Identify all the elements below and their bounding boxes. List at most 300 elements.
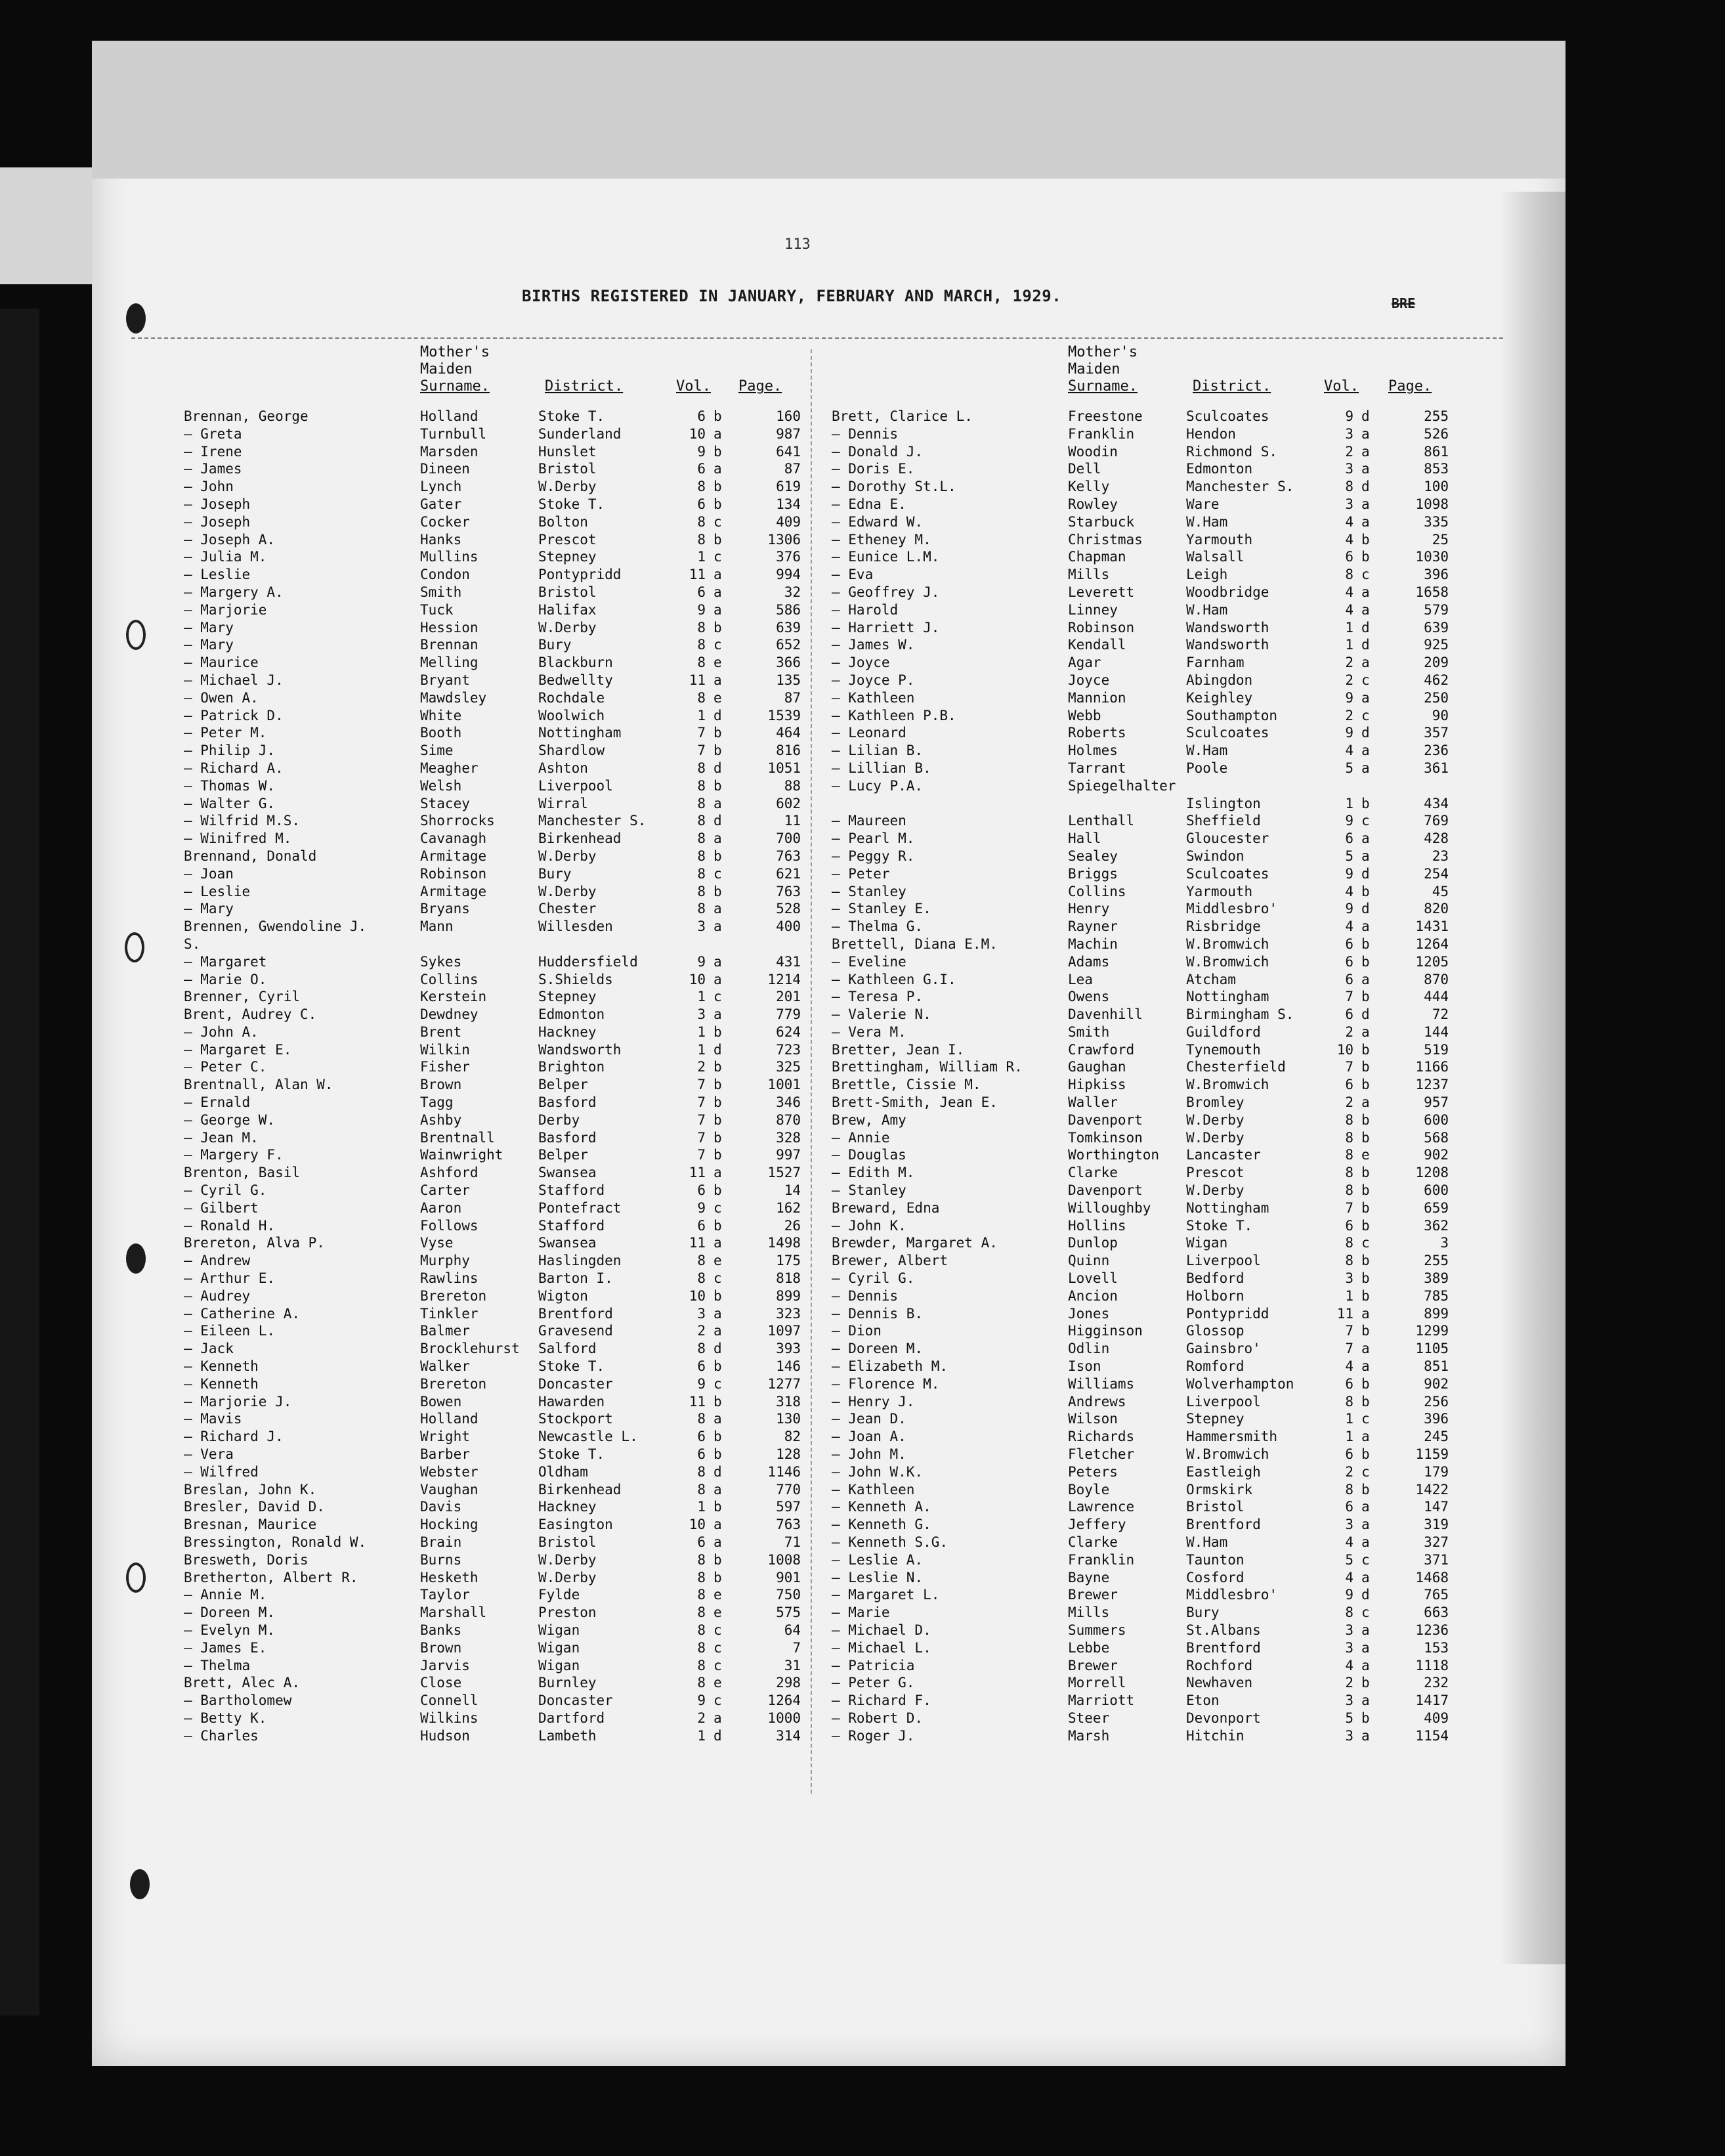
column-divider (811, 349, 812, 1794)
volume-letter: a (713, 971, 722, 987)
volume-letter: a (713, 830, 722, 847)
registration-district: W.Derby (538, 1569, 597, 1585)
child-name: — John K. (832, 1217, 906, 1234)
volume-letter: b (713, 883, 722, 899)
volume-number: 7 (1345, 1199, 1353, 1216)
child-name: — Greta (184, 425, 242, 442)
registration-district: Newhaven (1186, 1675, 1253, 1691)
registration-district: Stoke T. (538, 1358, 605, 1375)
mother-maiden-surname: Brereton (420, 1287, 487, 1304)
registration-district: Liverpool (1186, 1253, 1261, 1269)
child-name: — Annie (832, 1129, 890, 1146)
volume-letter: a (1361, 601, 1370, 618)
volume-letter: a (1361, 1499, 1370, 1515)
volume-number: 6 (1345, 1006, 1353, 1023)
volume-letter: c (1361, 1551, 1370, 1568)
volume-letter: a (713, 953, 722, 970)
volume-number: 9 (1345, 865, 1353, 882)
mother-maiden-surname: Wilkins (420, 1710, 479, 1726)
volume-number: 7 (697, 725, 706, 741)
registration-district: Barton I. (538, 1270, 613, 1287)
volume-letter: b (713, 1077, 722, 1093)
mother-maiden-surname: Roberts (1068, 725, 1126, 741)
registration-district: Islington (1186, 795, 1261, 811)
volume-number: 11 (689, 1165, 706, 1181)
volume-letter: b (1361, 1446, 1370, 1463)
child-name: — Kenneth S.G. (832, 1534, 948, 1550)
child-name: — Michael J. (184, 672, 284, 688)
page-reference: 87 (784, 689, 801, 706)
child-name: — Wilfrid M.S. (184, 813, 301, 829)
volume-letter: e (713, 1253, 722, 1269)
mother-maiden-surname: Cavanagh (420, 830, 487, 847)
volume-number: 8 (697, 513, 706, 530)
page-reference: 1237 (1415, 1077, 1449, 1093)
registration-district: Bedford (1186, 1270, 1245, 1287)
mother-maiden-surname: Mills (1068, 1605, 1110, 1621)
registration-district: Fylde (538, 1587, 580, 1603)
child-name: — George W. (184, 1111, 276, 1128)
volume-letter: c (713, 865, 722, 882)
child-name: Brew, Amy (832, 1111, 906, 1128)
mother-maiden-surname: Joyce (1068, 672, 1110, 688)
volume-number: 2 (697, 1323, 706, 1339)
mother-maiden-surname: Shorrocks (420, 813, 495, 829)
page-reference: 770 (776, 1481, 801, 1498)
page-reference: 779 (776, 1006, 801, 1023)
volume-number: 2 (1345, 707, 1353, 723)
mother-maiden-surname: Rawlins (420, 1270, 479, 1287)
volume-number: 8 (697, 883, 706, 899)
page-reference: 362 (1424, 1217, 1449, 1234)
mother-maiden-surname: Balmer (420, 1323, 470, 1339)
punch-hole-5 (126, 1563, 146, 1593)
volume-number: 8 (697, 795, 706, 811)
mother-maiden-surname: Armitage (420, 848, 487, 864)
mother-maiden-surname: Willoughby (1068, 1199, 1151, 1216)
volume-letter: e (713, 1587, 722, 1603)
child-name: Brennen, Gwendoline J. (184, 918, 367, 935)
mother-maiden-surname: Ashby (420, 1111, 462, 1128)
registration-district: Hackney (538, 1024, 597, 1040)
mother-maiden-surname: Agar (1068, 655, 1101, 671)
page-reference: 162 (776, 1199, 801, 1216)
volume-letter: c (713, 1270, 722, 1287)
registration-district: S.Shields (538, 971, 613, 987)
registration-district: Eton (1186, 1692, 1220, 1709)
mother-maiden-surname: Dewdney (420, 1006, 479, 1023)
mother-maiden-surname: Rayner (1068, 918, 1118, 935)
volume-letter: e (713, 1605, 722, 1621)
right-page-header (1388, 378, 1432, 395)
mother-maiden-surname: Hall (1068, 830, 1101, 847)
child-name: — Joseph A. (184, 531, 276, 548)
page-reference: 72 (1432, 1006, 1449, 1023)
page-reference: 528 (776, 901, 801, 917)
volume-letter: b (713, 496, 722, 512)
mother-maiden-surname: Tuck (420, 601, 454, 618)
page-reference: 400 (776, 918, 801, 935)
volume-number: 9 (697, 1199, 706, 1216)
mother-maiden-surname: Tinkler (420, 1305, 479, 1322)
mother-maiden-surname: Hocking (420, 1517, 479, 1533)
volume-number: 2 (1345, 672, 1353, 688)
page-reference: 11 (784, 813, 801, 829)
page-reference: 1030 (1415, 549, 1449, 565)
volume-letter: d (1361, 637, 1370, 653)
registration-district: Burnley (538, 1675, 597, 1691)
registration-district: Wigan (538, 1639, 580, 1656)
volume-letter: a (1361, 1657, 1370, 1673)
page-reference: 1146 (767, 1463, 801, 1480)
left-vol-header (676, 378, 711, 395)
volume-number: 8 (697, 1639, 706, 1656)
volume-letter: a (1361, 1727, 1370, 1744)
volume-number: 7 (697, 1147, 706, 1163)
child-name: — Vera (184, 1446, 234, 1463)
page-reference: 600 (1424, 1111, 1449, 1128)
registration-district: Stoke T. (1186, 1217, 1253, 1234)
mother-maiden-surname: Brewer (1068, 1587, 1118, 1603)
mother-maiden-surname: Rowley (1068, 496, 1118, 512)
child-name: — Annie M. (184, 1587, 267, 1603)
child-name: — Eva (832, 567, 874, 583)
child-name: — Peter G. (832, 1675, 915, 1691)
mother-maiden-surname: Williams (1068, 1375, 1135, 1392)
child-name: — Vera M. (832, 1024, 906, 1040)
page-reference: 1105 (1415, 1341, 1449, 1357)
page-reference: 1154 (1415, 1727, 1449, 1744)
mother-maiden-surname: Hession (420, 619, 479, 636)
volume-letter: a (1361, 689, 1370, 706)
punch-hole-4 (126, 1243, 146, 1274)
page-reference: 763 (776, 848, 801, 864)
volume-letter: b (1361, 1217, 1370, 1234)
registration-district: W.Bromwich (1186, 953, 1269, 970)
mother-maiden-surname: Kelly (1068, 479, 1110, 495)
volume-number: 1 (1345, 1411, 1353, 1427)
registration-district: Gloucester (1186, 830, 1269, 847)
volume-number: 8 (1345, 1605, 1353, 1621)
registration-district: Hammersmith (1186, 1429, 1278, 1445)
punch-hole-3 (125, 932, 144, 962)
page-reference: 255 (1424, 1253, 1449, 1269)
child-name: — Thelma G. (832, 918, 924, 935)
mother-maiden-surname: Chapman (1068, 549, 1126, 565)
mother-maiden-surname: Gater (420, 496, 462, 512)
registration-district: Nottingham (1186, 989, 1269, 1005)
child-name: — Joyce P. (832, 672, 915, 688)
page-reference: 1008 (767, 1551, 801, 1568)
volume-number: 3 (1345, 1692, 1353, 1709)
page-reference: 1205 (1415, 953, 1449, 970)
mother-maiden-surname: Holland (420, 1411, 479, 1427)
volume-letter: a (713, 901, 722, 917)
volume-letter: a (1361, 1024, 1370, 1040)
registration-district: Birkenhead (538, 830, 622, 847)
volume-number: 2 (697, 1710, 706, 1726)
page-reference: 769 (1424, 813, 1449, 829)
child-name: — Dennis B. (832, 1305, 924, 1322)
child-name: Brett, Alec A. (184, 1675, 301, 1691)
volume-letter: e (713, 689, 722, 706)
volume-letter: d (713, 1463, 722, 1480)
mother-maiden-surname: Wilson (1068, 1411, 1118, 1427)
mother-maiden-surname: Briggs (1068, 865, 1118, 882)
volume-number: 3 (1345, 425, 1353, 442)
volume-letter: b (713, 725, 722, 741)
page-reference: 134 (776, 496, 801, 512)
child-name: — Eveline (832, 953, 906, 970)
page-reference: 319 (1424, 1517, 1449, 1533)
page-reference: 255 (1424, 408, 1449, 424)
registration-district: Bury (1186, 1605, 1220, 1621)
child-name: — Donald J. (832, 443, 924, 460)
volume-letter: a (713, 1165, 722, 1181)
registration-district: W.Derby (1186, 1129, 1245, 1146)
mother-maiden-surname: Hipkiss (1068, 1077, 1126, 1093)
child-name: — Roger J. (832, 1727, 915, 1744)
mother-maiden-surname: Christmas (1068, 531, 1143, 548)
registration-district: Swindon (1186, 848, 1245, 864)
mother-maiden-surname: Peters (1068, 1463, 1118, 1480)
volume-letter: c (1361, 567, 1370, 583)
child-name: — Joyce (832, 655, 890, 671)
volume-number: 3 (1345, 1622, 1353, 1638)
mother-maiden-surname: Bayne (1068, 1569, 1110, 1585)
child-name: — Evelyn M. (184, 1622, 276, 1638)
registration-district: Swansea (538, 1235, 597, 1251)
volume-number: 6 (1345, 1499, 1353, 1515)
child-name: — Elizabeth M. (832, 1358, 948, 1375)
register-title: BIRTHS REGISTERED IN JANUARY, FEBRUARY AND MARCH, 1929. (522, 287, 1062, 305)
volume-number: 4 (1345, 743, 1353, 759)
volume-number: 1 (697, 989, 706, 1005)
page-reference: 146 (776, 1358, 801, 1375)
volume-letter: a (1361, 1622, 1370, 1638)
child-name: — Leonard (832, 725, 906, 741)
volume-letter: a (1361, 760, 1370, 776)
volume-number: 8 (697, 830, 706, 847)
volume-number: 8 (697, 1253, 706, 1269)
registration-district: W.Ham (1186, 743, 1228, 759)
child-name: — James E. (184, 1639, 267, 1656)
registration-district: Bristol (538, 1534, 597, 1550)
child-name: Brereton, Alva P. (184, 1235, 325, 1251)
volume-number: 5 (1345, 1710, 1353, 1726)
mother-maiden-surname: Crawford (1068, 1041, 1135, 1058)
volume-letter: b (713, 479, 722, 495)
child-name: — Dion (832, 1323, 882, 1339)
child-name: — Mary (184, 619, 234, 636)
registration-district: Sculcoates (1186, 865, 1269, 882)
registration-district: Devonport (1186, 1710, 1261, 1726)
volume-number: 11 (689, 1235, 706, 1251)
child-name: — Mary (184, 637, 234, 653)
child-name: Bretherton, Albert R. (184, 1569, 358, 1585)
volume-number: 6 (1345, 1375, 1353, 1392)
volume-number: 3 (1345, 1270, 1353, 1287)
volume-number: 8 (697, 619, 706, 636)
registration-district: W.Derby (538, 619, 597, 636)
child-name: — Leslie (184, 567, 251, 583)
child-name: — Peter M. (184, 725, 267, 741)
registration-district: Bolton (538, 513, 588, 530)
volume-letter: a (1361, 1341, 1370, 1357)
page-reference: 526 (1424, 425, 1449, 442)
page-reference: 902 (1424, 1375, 1449, 1392)
child-name: — Kenneth (184, 1375, 259, 1392)
mother-maiden-surname: Condon (420, 567, 470, 583)
child-name: — Patricia (832, 1657, 915, 1673)
registration-district: Basford (538, 1094, 597, 1111)
registration-district: Sheffield (1186, 813, 1261, 829)
page-reference: 14 (784, 1182, 801, 1199)
child-name: — Walter G. (184, 795, 276, 811)
child-name: Brenton, Basil (184, 1165, 301, 1181)
child-name: Brent, Audrey C. (184, 1006, 317, 1023)
volume-number: 3 (697, 1305, 706, 1322)
volume-letter: d (713, 760, 722, 776)
child-name: — Joseph (184, 513, 251, 530)
volume-number: 8 (697, 848, 706, 864)
registration-district: Wigan (538, 1657, 580, 1673)
registration-district: Lambeth (538, 1727, 597, 1744)
child-name: Bresweth, Doris (184, 1551, 309, 1568)
volume-letter: a (1361, 1639, 1370, 1656)
child-name: Breward, Edna (832, 1199, 940, 1216)
page-edge-smudge (1500, 192, 1565, 1964)
volume-letter: a (1361, 848, 1370, 864)
page-reference: 700 (776, 830, 801, 847)
registration-district: W.Derby (1186, 1111, 1245, 1128)
volume-number: 11 (1336, 1305, 1353, 1322)
registration-district: Dartford (538, 1710, 605, 1726)
mother-maiden-surname: Melling (420, 655, 479, 671)
page-reference: 818 (776, 1270, 801, 1287)
child-name: — Julia M. (184, 549, 267, 565)
registration-district: Stoke T. (538, 408, 605, 424)
page-reference: 602 (776, 795, 801, 811)
registration-district: Birkenhead (538, 1481, 622, 1498)
registration-district: Keighley (1186, 689, 1253, 706)
page-reference: 335 (1424, 513, 1449, 530)
volume-number: 4 (1345, 513, 1353, 530)
volume-letter: b (1361, 1111, 1370, 1128)
page-reference: 1118 (1415, 1657, 1449, 1673)
volume-number: 6 (697, 1217, 706, 1234)
volume-letter: d (1361, 1006, 1370, 1023)
volume-number: 1 (1345, 1287, 1353, 1304)
volume-number: 7 (697, 743, 706, 759)
child-name: — Henry J. (832, 1393, 915, 1410)
volume-number: 8 (1345, 1129, 1353, 1146)
mother-maiden-surname: Morrell (1068, 1675, 1126, 1691)
registration-district: Brighton (538, 1059, 605, 1075)
page-reference: 619 (776, 479, 801, 495)
volume-number: 7 (1345, 1341, 1353, 1357)
registration-district: Doncaster (538, 1692, 613, 1709)
page-reference: 3 (1440, 1235, 1449, 1251)
registration-district: W.Derby (538, 883, 597, 899)
punch-hole-2 (126, 620, 146, 650)
registration-district: Poole (1186, 760, 1228, 776)
volume-number: 8 (697, 689, 706, 706)
punch-hole-1 (126, 303, 146, 334)
registration-district: Wigan (538, 1622, 580, 1638)
volume-number: 1 (697, 1041, 706, 1058)
registration-district: Liverpool (1186, 1393, 1261, 1410)
volume-number: 5 (1345, 760, 1353, 776)
volume-letter: a (1361, 443, 1370, 460)
volume-number: 6 (697, 461, 706, 477)
page-reference: 1306 (767, 531, 801, 548)
page-reference: 393 (776, 1341, 801, 1357)
page-reference: 26 (784, 1217, 801, 1234)
volume-letter: b (713, 443, 722, 460)
page-reference: 376 (776, 549, 801, 565)
volume-number: 8 (697, 1675, 706, 1691)
child-name: — John (184, 479, 234, 495)
mother-maiden-surname: Sealey (1068, 848, 1118, 864)
page-reference: 925 (1424, 637, 1449, 653)
child-name: Bressington, Ronald W. (184, 1534, 367, 1550)
volume-letter: b (713, 1147, 722, 1163)
child-name: — Winifred M. (184, 830, 292, 847)
child-name: — Lilian B. (832, 743, 924, 759)
child-name: — Leslie N. (832, 1569, 924, 1585)
child-name: — Kenneth (184, 1358, 259, 1375)
volume-letter: b (713, 1059, 722, 1075)
volume-letter: a (713, 1481, 722, 1498)
page-reference: 88 (784, 777, 801, 794)
volume-number: 8 (697, 1605, 706, 1621)
volume-letter: b (713, 1358, 722, 1375)
child-name: — Stanley (832, 1182, 906, 1199)
child-name: — Margery A. (184, 584, 284, 600)
registration-district: Stoke T. (538, 496, 605, 512)
volume-letter: b (1361, 1253, 1370, 1269)
punch-hole-6 (130, 1869, 150, 1899)
volume-number: 6 (697, 584, 706, 600)
volume-number: 2 (1345, 1024, 1353, 1040)
page-reference: 750 (776, 1587, 801, 1603)
page-reference: 153 (1424, 1639, 1449, 1656)
mother-maiden-surname: Brereton (420, 1375, 487, 1392)
volume-letter: b (713, 1569, 722, 1585)
mother-maiden-surname: Ison (1068, 1358, 1101, 1375)
mother-maiden-surname: Mullins (420, 549, 479, 565)
child-name: — James W. (832, 637, 915, 653)
volume-letter: a (1361, 655, 1370, 671)
registration-district: Brentford (1186, 1517, 1261, 1533)
child-name: — Joan (184, 865, 234, 882)
page-reference: 434 (1424, 795, 1449, 811)
child-name: — Leslie (184, 883, 251, 899)
mother-maiden-surname: Ancion (1068, 1287, 1118, 1304)
district-header-label: District. (545, 378, 624, 395)
registration-district: Pontypridd (1186, 1305, 1269, 1322)
right-district-header (1193, 378, 1271, 395)
child-name: — Dennis (832, 1287, 899, 1304)
registration-district: Ware (1186, 496, 1220, 512)
registration-district: Chester (538, 901, 597, 917)
volume-letter: c (713, 1657, 722, 1673)
page-reference: 639 (776, 619, 801, 636)
volume-letter: a (713, 1411, 722, 1427)
page-reference: 32 (784, 584, 801, 600)
page-reference: 579 (1424, 601, 1449, 618)
